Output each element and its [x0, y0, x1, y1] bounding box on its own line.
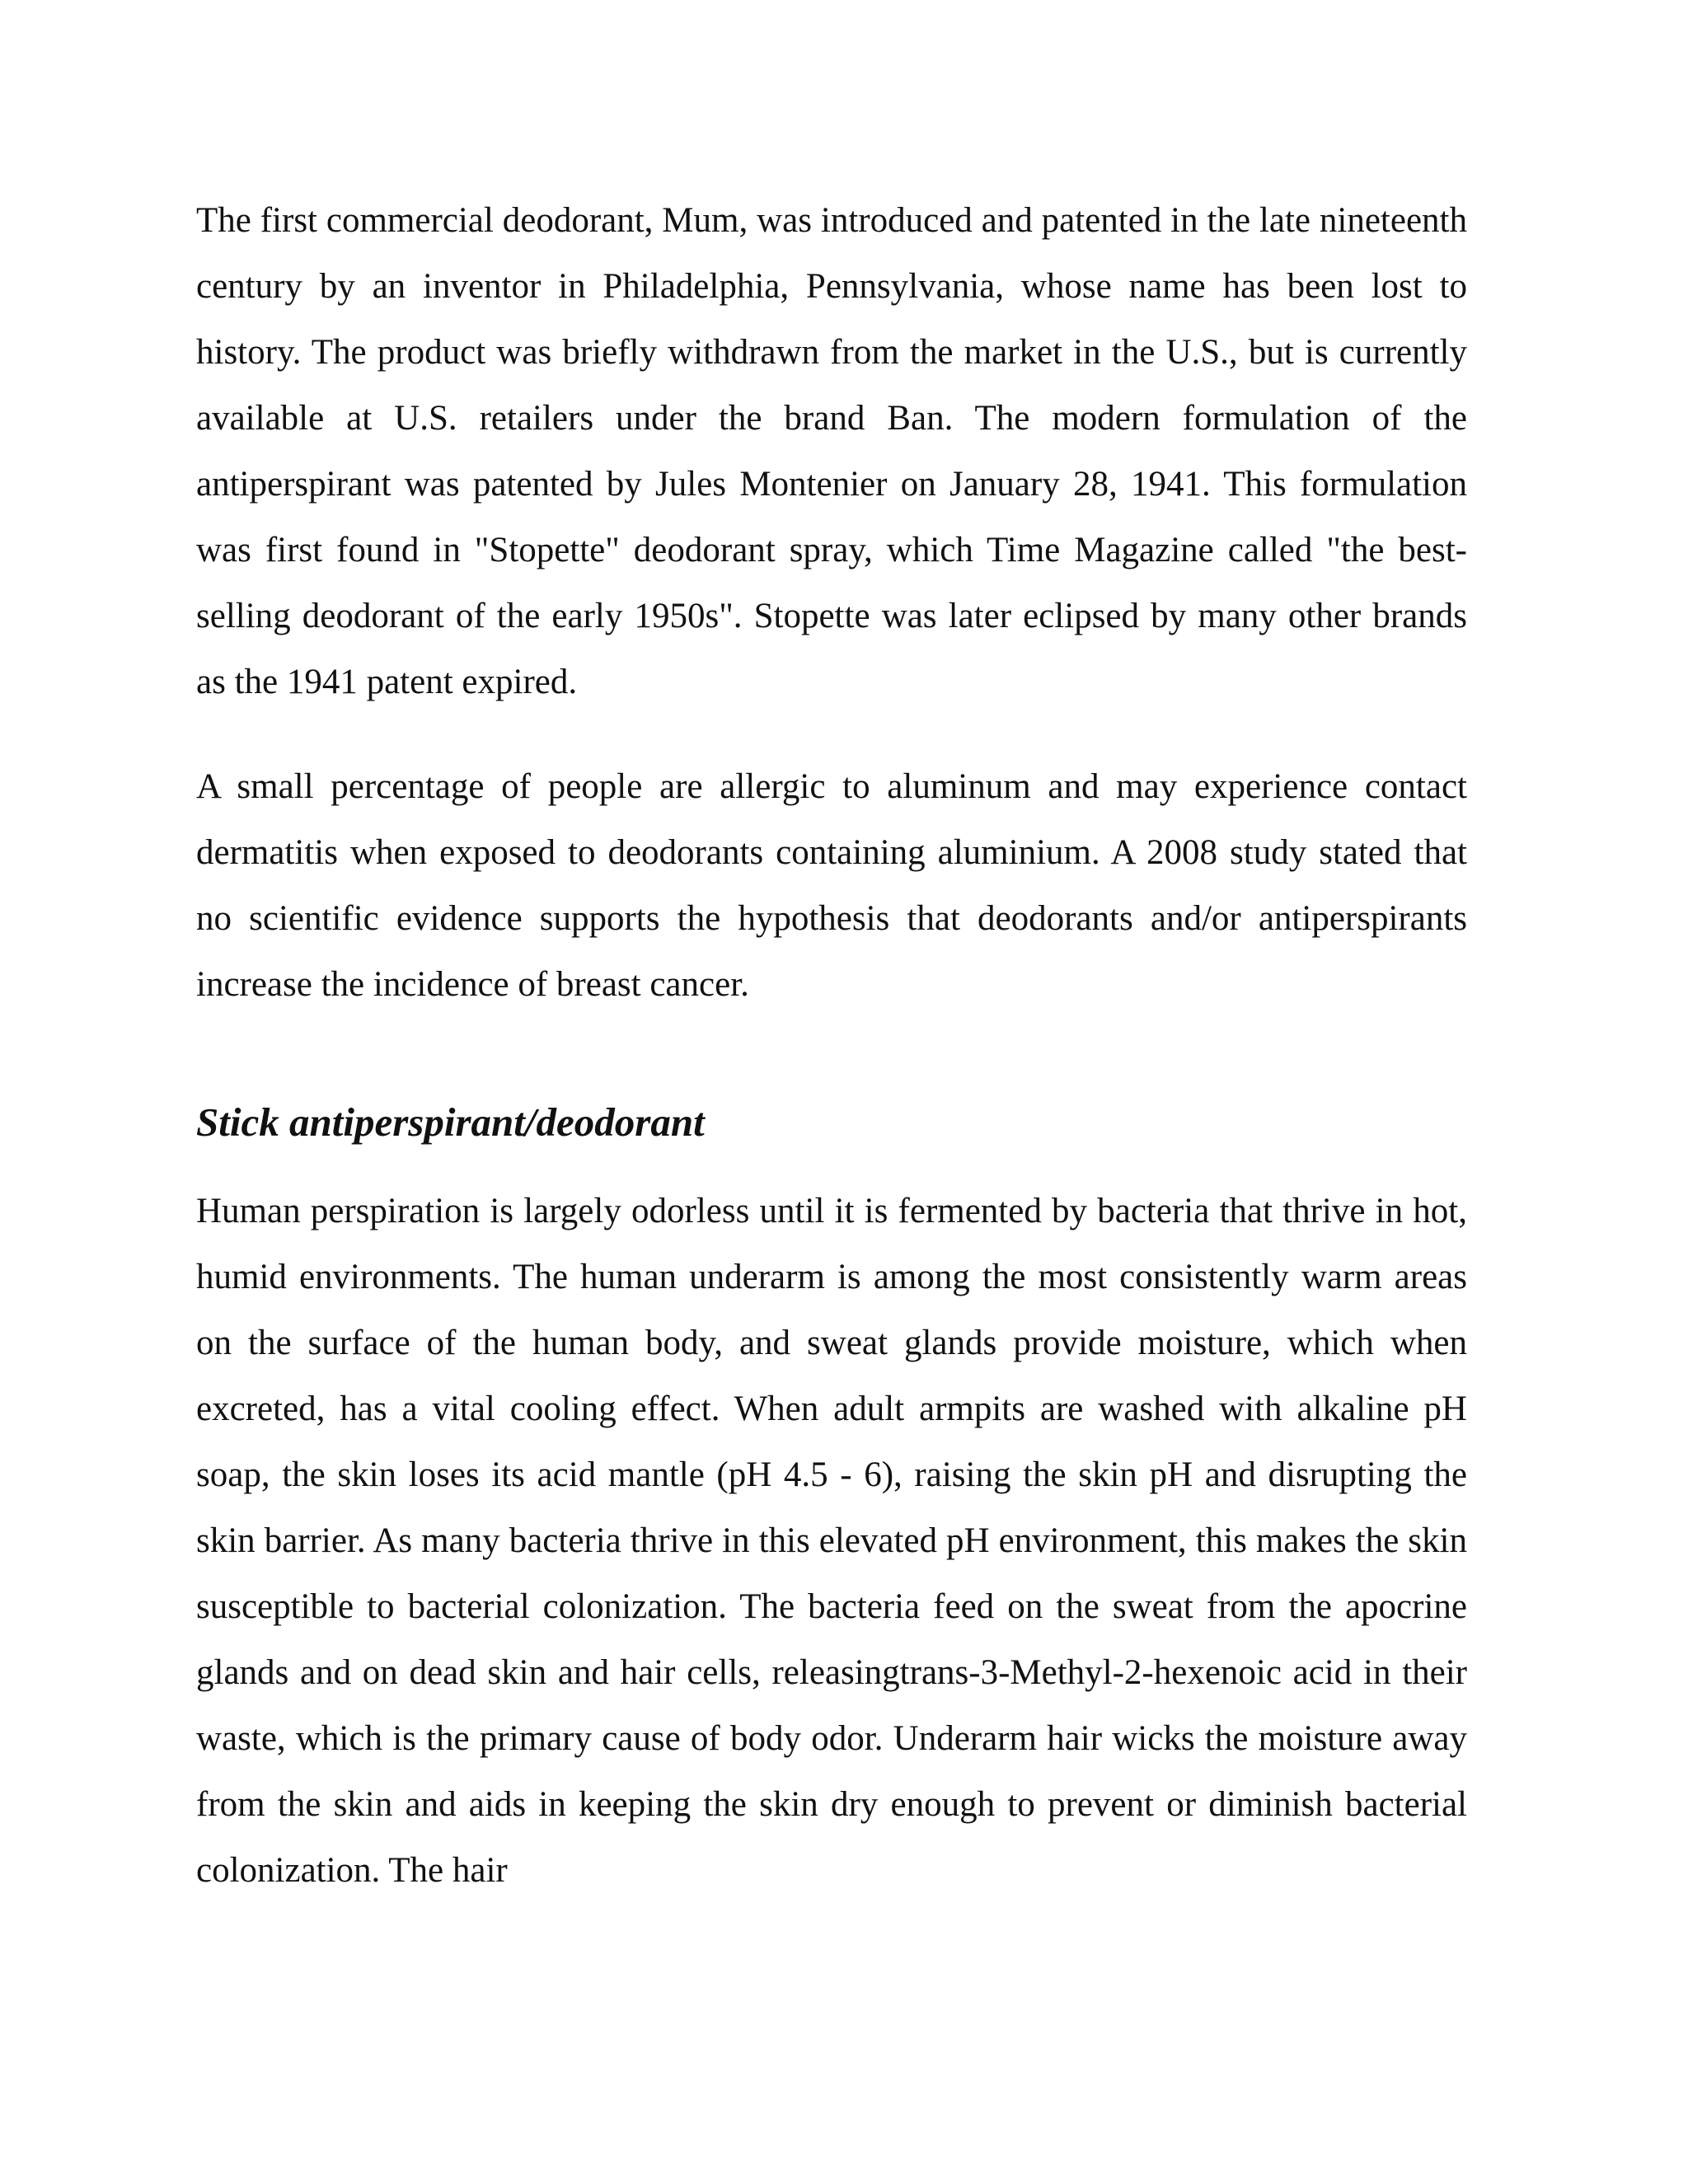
paragraph-aluminum-allergy: A small percentage of people are allergic to aluminum and may experience contact dermatitis when exposed to deodorants containing aluminium. A 2008 study stated that no scientific evidence supports the hypothesis that deodorants and/or antiperspirants increase the incidence of breast cancer. [196, 767, 1467, 1004]
section-heading: Stick antiperspirant/deodorant [196, 1099, 705, 1145]
paragraph-deodorant-history: The first commercial deodorant, Mum, was introduced and patented in the late nineteenth century by an inventor in Philadelphia, Pennsylvania, whose name has been lost to history. The product was briefly withdrawn from the market in the U.S., but is currently available at U.S. retailers under the brand Ban. The modern formulation of the antiperspirant was patented by Jules Montenier on January 28, 1941. This formulation was first found in "Stopette" deodorant spray, which Time Magazine called "the best-selling deodorant of the early 1950s". Stopette was later eclipsed by many other brands as the 1941 patent expired. [196, 201, 1467, 701]
text-column [196, 188, 1467, 1904]
paragraph-perspiration: Human perspiration is largely odorless until it is fermented by bacteria that thrive in hot, humid environments. The human underarm is among the most consistently warm areas on the surface of the human body, and sweat glands provide moisture, which when excreted, has a vital cooling effect. When adult armpits are washed with alkaline pH soap, the skin loses its acid mantle (pH 4.5 - 6), raising the skin pH and disrupting the skin barrier. As many bacteria thrive in this elevated pH environment, this makes the skin susceptible to bacterial colonization. The bacteria feed on the sweat from the apocrine glands and on dead skin and hair cells, releasingtrans-3-Methyl-2-hexenoic acid in their waste, which is the primary cause of body odor. Underarm hair wicks the moisture away from the skin and aids in keeping the skin dry enough to prevent or diminish bacterial colonization. The hair [196, 1192, 1467, 1890]
